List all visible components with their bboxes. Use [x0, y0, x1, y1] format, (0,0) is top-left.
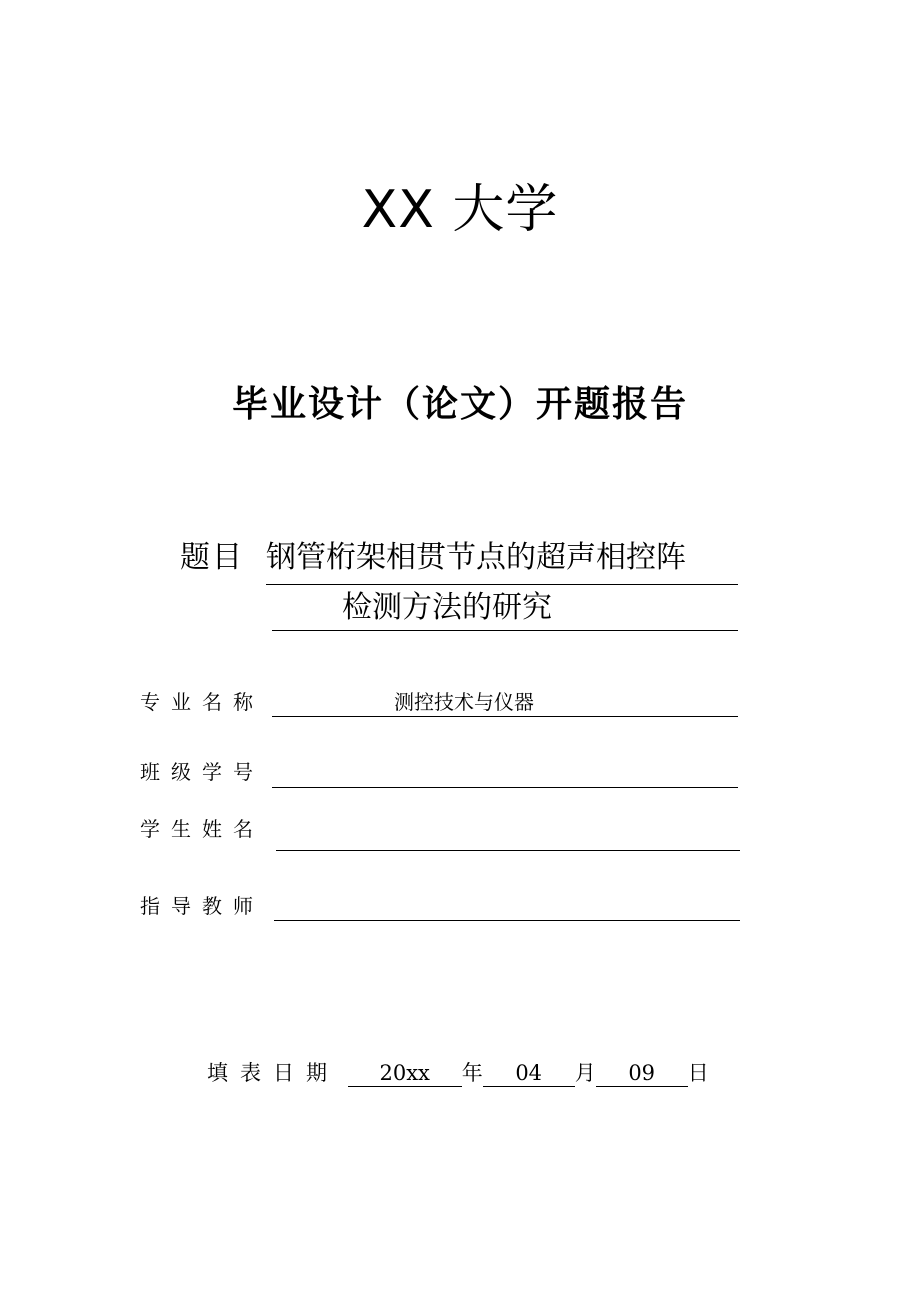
date-month-unit: 月	[574, 1061, 596, 1085]
class-id-label: 班级学号	[140, 760, 264, 784]
topic-line-2: 检测方法的研究	[342, 590, 552, 625]
student-name-label: 学生姓名	[140, 817, 264, 841]
topic-line-1: 钢管桁架相贯节点的超声相控阵	[266, 540, 686, 575]
university-name: XX 大学	[361, 180, 559, 240]
fill-date-row	[207, 1058, 709, 1088]
advisor-label: 指导教师	[140, 894, 264, 918]
class-id-underline	[272, 787, 738, 788]
date-month: 04	[483, 1060, 575, 1087]
date-day: 09	[596, 1060, 688, 1087]
date-day-unit: 日	[687, 1061, 709, 1085]
topic-underline-2	[272, 630, 738, 631]
major-value: 测控技术与仪器	[394, 690, 534, 714]
major-label: 专业名称	[140, 690, 264, 714]
student-name-underline	[276, 850, 740, 851]
date-year-unit: 年	[461, 1061, 483, 1085]
date-year: 20xx	[348, 1060, 462, 1087]
report-title: 毕业设计（论文）开题报告	[231, 384, 688, 425]
topic-label: 题目	[180, 540, 244, 575]
fill-date-label: 填表日期	[207, 1061, 339, 1085]
major-underline	[272, 716, 738, 717]
topic-underline-1	[266, 584, 738, 585]
advisor-underline	[274, 920, 740, 921]
